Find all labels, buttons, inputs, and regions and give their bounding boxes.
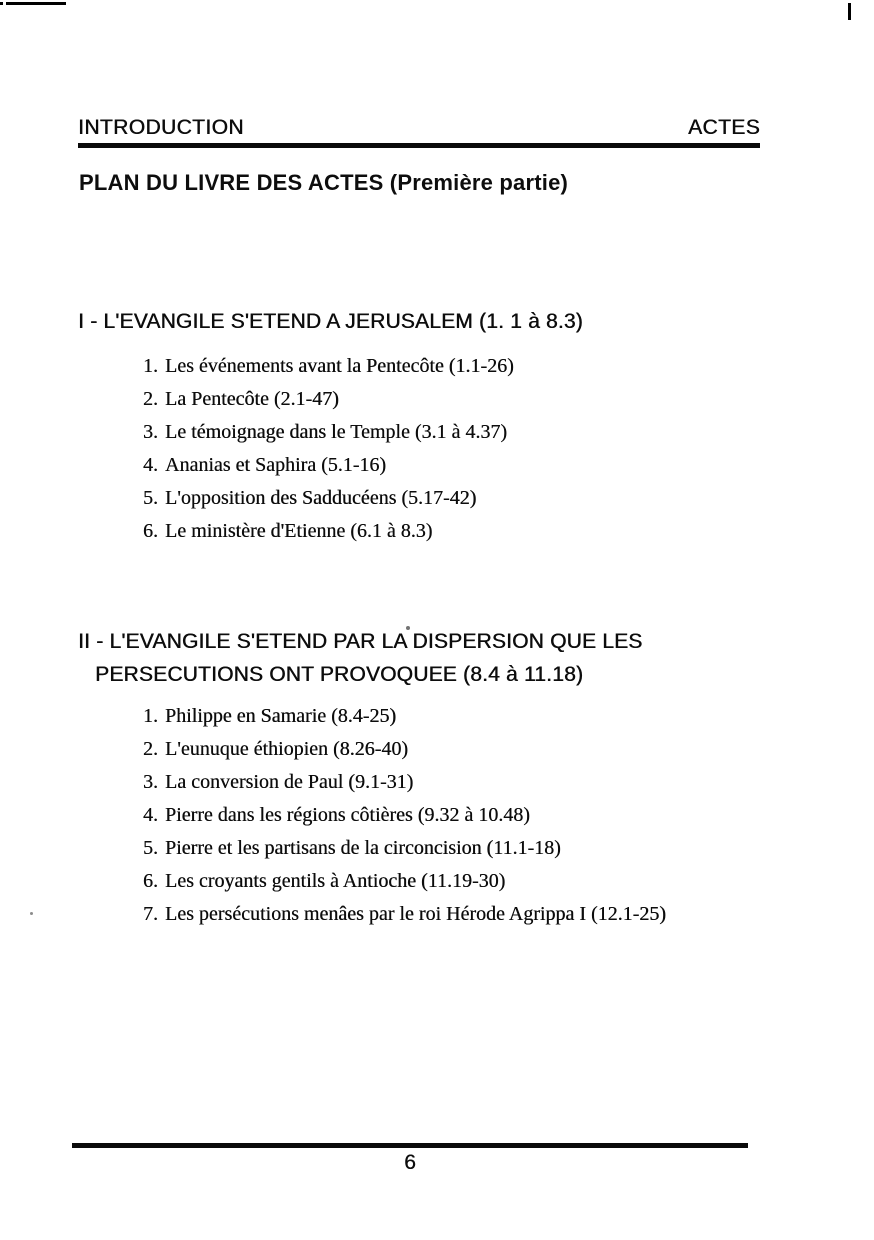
toc-item-number: 4.: [143, 454, 158, 476]
scan-artifact-topleft-speck: [0, 2, 3, 5]
page-title: PLAN DU LIVRE DES ACTES (Première partie): [79, 170, 569, 195]
toc-item-number: 1.: [143, 355, 158, 377]
section-2-heading-line-1: II - L'EVANGILE S'ETEND PAR LA DISPERSION QUE LES: [78, 630, 643, 653]
toc-item-text: Philippe en Samarie (8.4-25): [165, 705, 397, 727]
footer-rule: [72, 1143, 748, 1148]
page-number: 6: [404, 1151, 416, 1174]
section-2-heading-line-2: PERSECUTIONS ONT PROVOQUEE (8.4 à 11.18): [95, 663, 584, 686]
toc-item-text: L'eunuque éthiopien (8.26-40): [165, 738, 408, 760]
toc-item-text: Les persécutions menâes par le roi Hérode Agrippa I (12.1-25): [165, 903, 666, 925]
toc-item-number: 6.: [143, 520, 158, 542]
toc-item-number: 6.: [143, 870, 158, 892]
running-header: [78, 116, 760, 140]
toc-item-number: 3.: [143, 421, 158, 443]
toc-item: [143, 799, 666, 832]
toc-item: [143, 416, 514, 449]
toc-item-number: 3.: [143, 771, 158, 793]
toc-item: [143, 482, 514, 515]
toc-item-text: La Pentecôte (2.1-47): [165, 388, 339, 410]
section-1-heading: [78, 305, 583, 338]
scan-artifact-topright-tick: [848, 3, 851, 20]
toc-item: [143, 449, 514, 482]
toc-item: [143, 865, 666, 898]
toc-item-number: 2.: [143, 388, 158, 410]
toc-item: [143, 383, 514, 416]
scan-artifact-topleft-bar: [6, 2, 66, 5]
header-rule: [78, 143, 760, 148]
toc-item-text: Pierre et les partisans de la circoncision (11.1-18): [165, 837, 561, 859]
toc-item: [143, 515, 514, 548]
section-1-items: [143, 350, 514, 548]
running-header-left: INTRODUCTION: [78, 116, 244, 139]
running-header-right: ACTES: [687, 116, 760, 139]
toc-item-text: Les événements avant la Pentecôte (1.1-26): [165, 355, 514, 377]
toc-item: [143, 832, 666, 865]
toc-item-text: L'opposition des Sadducéens (5.17-42): [165, 487, 477, 509]
toc-item-number: 5.: [143, 487, 158, 509]
section-2-items: [143, 700, 666, 931]
toc-item-number: 5.: [143, 837, 158, 859]
toc-item-text: Le ministère d'Etienne (6.1 à 8.3): [165, 520, 433, 542]
toc-item: [143, 700, 666, 733]
toc-item-number: 1.: [143, 705, 158, 727]
toc-item: [143, 766, 666, 799]
section-2-heading: [78, 625, 642, 691]
toc-item-text: Les croyants gentils à Antioche (11.19-30): [165, 870, 506, 892]
toc-item: [143, 898, 666, 931]
toc-item: [143, 350, 514, 383]
toc-item-number: 2.: [143, 738, 158, 760]
toc-item-text: La conversion de Paul (9.1-31): [165, 771, 414, 793]
section-1-heading-line: I - L'EVANGILE S'ETEND A JERUSALEM (1. 1 à 8.3): [78, 310, 583, 333]
toc-item-number: 7.: [143, 903, 158, 925]
scan-artifact-speck: [30, 912, 33, 915]
toc-item: [143, 733, 666, 766]
toc-item-text: Le témoignage dans le Temple (3.1 à 4.37): [165, 421, 508, 443]
toc-item-text: Ananias et Saphira (5.1-16): [165, 454, 387, 476]
toc-item-text: Pierre dans les régions côtières (9.32 à 10.48): [165, 804, 530, 826]
toc-item-number: 4.: [143, 804, 158, 826]
